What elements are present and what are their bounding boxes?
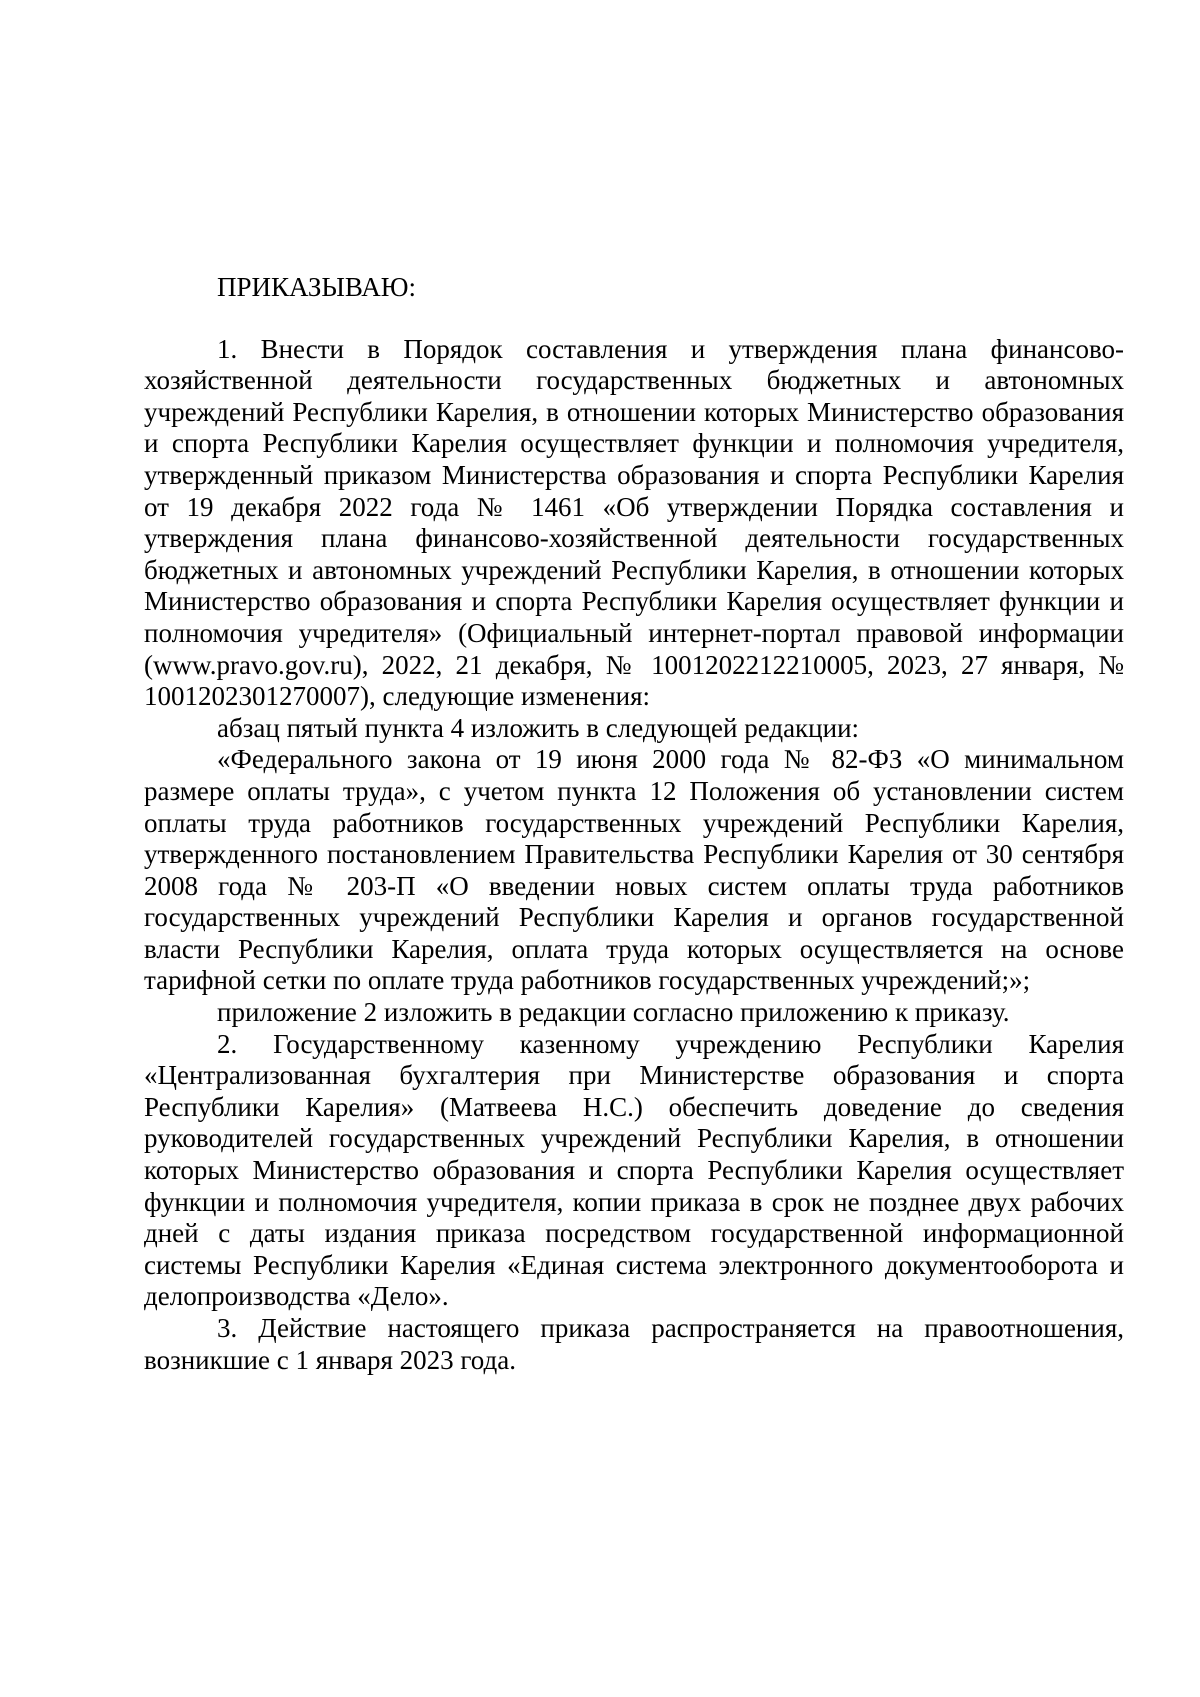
paragraph-item-3: 3. Действие настоящего приказа распространяется на правоотношения, возникшие с 1 января 2023 года. <box>144 1313 1124 1375</box>
order-heading: ПРИКАЗЫВАЮ: <box>217 272 416 302</box>
paragraph-item-1: 1. Внести в Порядок составления и утверждения плана финансово-хозяйственной деятельности государственных бюджетных и автономных учреждений Республики Карелия, в отношении которых Министерство образования и спорта Республики Карелия осуществляет функции и полномочия учредителя, утвержденный приказом Министерства образования и спорта Республики Карелия от 19 декабря 2022 года № 1461 «Об утверждении Порядка составления и утверждения плана финансово-хозяйственной деятельности государственных бюджетных и автономных учреждений Республики Карелия, в отношении которых Министерство образования и спорта Республики Карелия осуществляет функции и полномочия учредителя» (Официальный интернет-портал правовой информации (www.pravo.gov.ru), 2022, 21 декабря, № 1001202212210005, 2023, 27 января, № 1001202301270007), следующие изменения: <box>144 333 1124 712</box>
paragraph-amendment-text: «Федерального закона от 19 июня 2000 года № 82-ФЗ «О минимальном размере оплаты труда», с учетом пункта 12 Положения об установлении систем оплаты труда работников государственных учреждений Республики Карелия, утвержденного постановлением Правительства Республики Карелия от 30 сентября 2008 года № 203-П «О введении новых систем оплаты труда работников государственных учреждений Республики Карелия и органов государственной власти Республики Карелия, оплата труда которых осуществляется на основе тарифной сетки по оплате труда работников государственных учреждений;»; <box>144 744 1124 996</box>
paragraph-item-2: 2. Государственному казенному учреждению Республики Карелия «Централизованная бухгалтерия при Министерстве образования и спорта Республики Карелия» (Матвеева Н.С.) обеспечить доведение до сведения руководителей государственных учреждений Республики Карелия, в отношении которых Министерство образования и спорта Республики Карелия осуществляет функции и полномочия учредителя, копии приказа в срок не позднее двух рабочих дней с даты издания приказа посредством государственной информационной системы Республики Карелия «Единая система электронного документооборота и делопроизводства «Дело». <box>144 1028 1124 1312</box>
paragraph-appendix-note: приложение 2 изложить в редакции согласно приложению к приказу. <box>217 997 1010 1028</box>
paragraph-amendment-intro: абзац пятый пункта 4 изложить в следующей редакции: <box>217 712 860 743</box>
document-body <box>144 272 1124 1376</box>
